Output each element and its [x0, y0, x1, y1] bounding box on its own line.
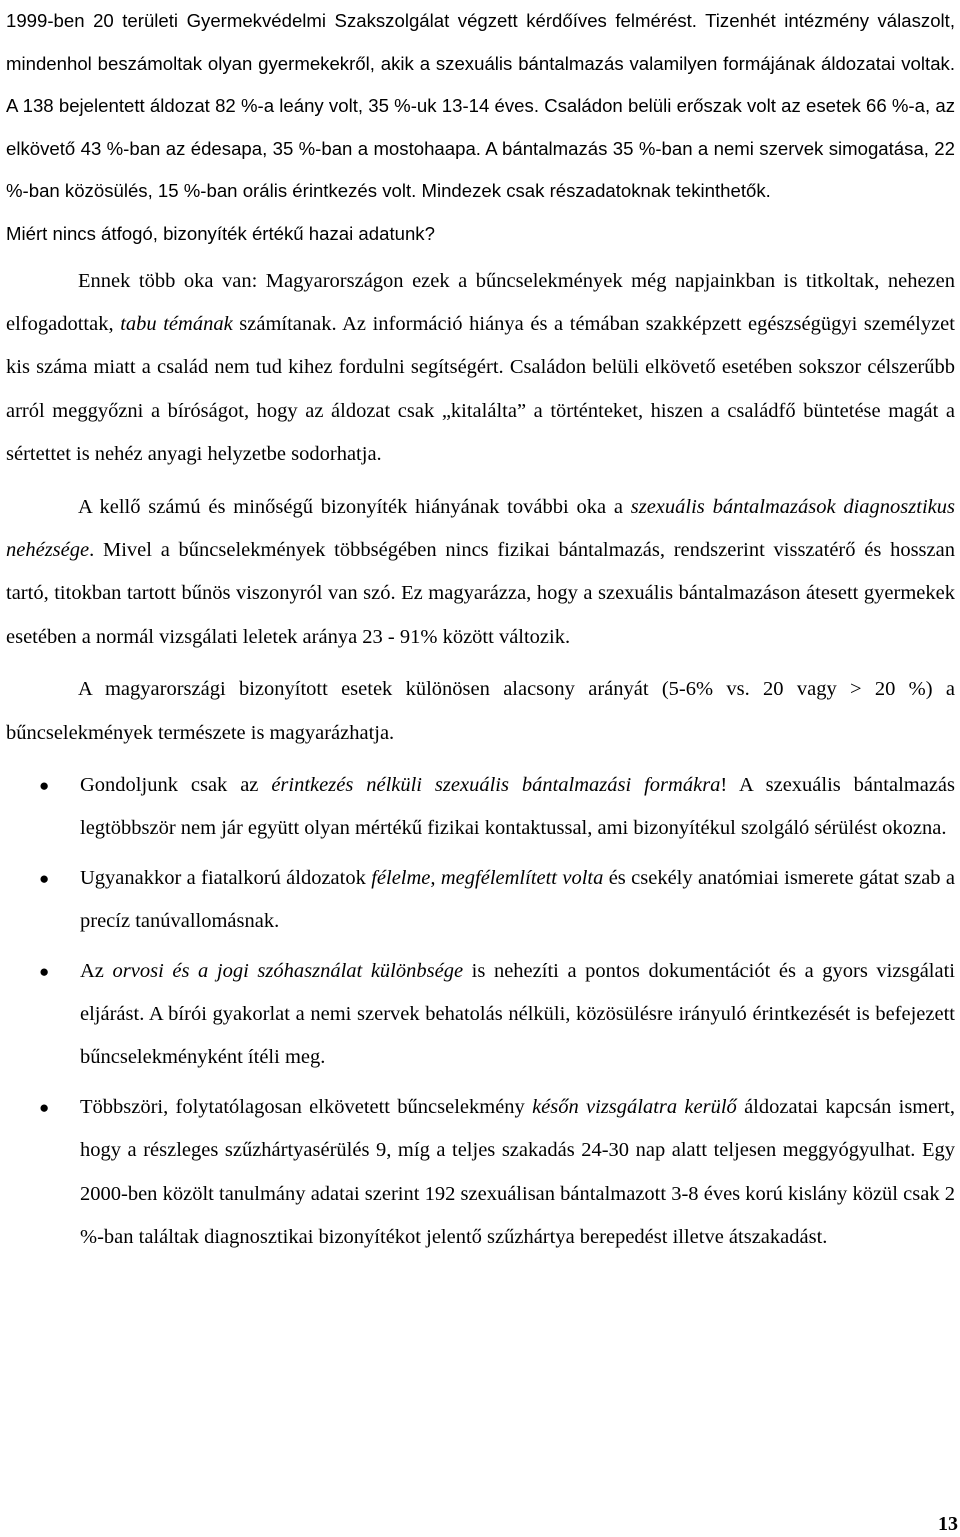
- proven-cases-paragraph: A magyarországi bizonyított esetek különösen alacsony arányát (5-6% vs. 20 vagy > 20 %) a bűncselekmények természete is magyarázhatja.: [6, 678, 955, 744]
- list-item: ● Az orvosi és a jogi szóhasználat különbsége is nehezíti a pontos dokumentációt és a gyors vizsgálati eljárást. A bírói gyakorlat a nemi szervek behatolás nélküli, közösülésre irányuló érintkezését is befejezett bűncselekményként ítéli meg.: [6, 950, 955, 1080]
- diagnostic-paragraph: A kellő számú és minőségű bizonyíték hiányának további oka a szexuális bántalmazások diagnosztikus nehézsége. Mivel a bűncselekmények többségében nincs fizikai bántalmazás, rendszerint visszatérő és hosszan tartó, titokban tartott bűnös viszonyról van szó. Ez magyarázza, hogy a szexuális bántalmazáson átesett gyermekek esetében a normál vizsgálati leletek aránya 23 - 91% között változik.: [6, 495, 955, 648]
- reasons-paragraph: Ennek több oka van: Magyarországon ezek a bűncselekmények még napjainkban is titkoltak, nehezen elfogadottak, tabu témának számítanak. Az információ hiánya és a témában szakképzett egészségügyi személyzet kis száma miatt a család nem tud kihez fordulni segítségért. Családon belüli elkövető esetében sokszor célszerűbb arról meggyőzni a bíróságot, hogy az áldozat csak „kitalálta” a történteket, hiszen a családfő büntetése magát a sértettet is nehéz anyagi helyzetbe sodorhatja.: [6, 269, 955, 466]
- survey-text: 1999-ben 20 területi Gyermekvédelmi Szakszolgálat végzett kérdőíves felmérést. Tizenhét intézmény válaszolt, mindenhol beszámoltak olyan gyermekekről, akik a szexuális bántalmazás valamilyen formájának áldozatai voltak. A 138 bejelentett áldozat 82 %-a leány volt, 35 %-uk 13-14 éves. Családon belüli erőszak volt az esetek 66 %-a, az elkövető 43 %-ban az édesapa, 35 %-ban a mostohaapa. A bántalmazás 35 %-ban a nemi szervek simogatása, 22 %-ban közösülés, 15 %-ban orális érintkezés volt. Mindezek csak részadatoknak tekinthetők.: [6, 10, 955, 202]
- page-number: 13: [938, 1513, 958, 1535]
- bullet-icon: ●: [39, 868, 50, 888]
- italic-emphasis: tabu témának: [120, 312, 233, 335]
- document-page: [6, 0, 955, 1266]
- italic-emphasis: későn vizsgálatra kerülő: [532, 1095, 737, 1118]
- bullet-list: [6, 764, 955, 1259]
- italic-emphasis: félelme, megfélemlített volta: [371, 866, 604, 889]
- bullet-icon: ●: [39, 1097, 50, 1117]
- italic-emphasis: érintkezés nélküli szexuális bántalmazási formákra: [271, 774, 721, 797]
- italic-emphasis: szexuális bántalmazások diagnosztikus nehézsége: [6, 495, 955, 561]
- bullet-icon: ●: [39, 961, 50, 981]
- bullet-icon: ●: [39, 776, 50, 796]
- list-item: ● Többszöri, folytatólagosan elkövetett bűncselekmény későn vizsgálatra kerülő áldozatai kapcsán ismert, hogy a részleges szűzhártyasérülés 9, míg a teljes szakadás 24-30 nap alatt teljesen meggyógyulhat. Egy 2000-ben közölt tanulmány adatai szerint 192 szexuálisan bántalmazott 3-8 éves korú kislány közül csak 2 %-ban találtak diagnosztikai bizonyítékot jelentő szűzhártya berepedést illetve átszakadást.: [6, 1086, 955, 1260]
- list-item: ● Gondoljunk csak az érintkezés nélküli szexuális bántalmazási formákra! A szexuális bántalmazás legtöbbször nem jár együtt olyan mértékű fizikai kontaktussal, ami bizonyítékul szolgáló sérülést okozna.: [6, 764, 955, 851]
- list-item: ● Ugyanakkor a fiatalkorú áldozatok félelme, megfélemlített volta és csekély anatómiai ismerete gátat szab a precíz tanúvallomásnak.: [6, 857, 955, 944]
- survey-paragraph: [6, 0, 955, 256]
- question-text: Miért nincs átfogó, bizonyíték értékű hazai adatunk?: [6, 222, 435, 244]
- italic-emphasis: orvosi és a jogi szóhasználat különbsége: [112, 959, 464, 982]
